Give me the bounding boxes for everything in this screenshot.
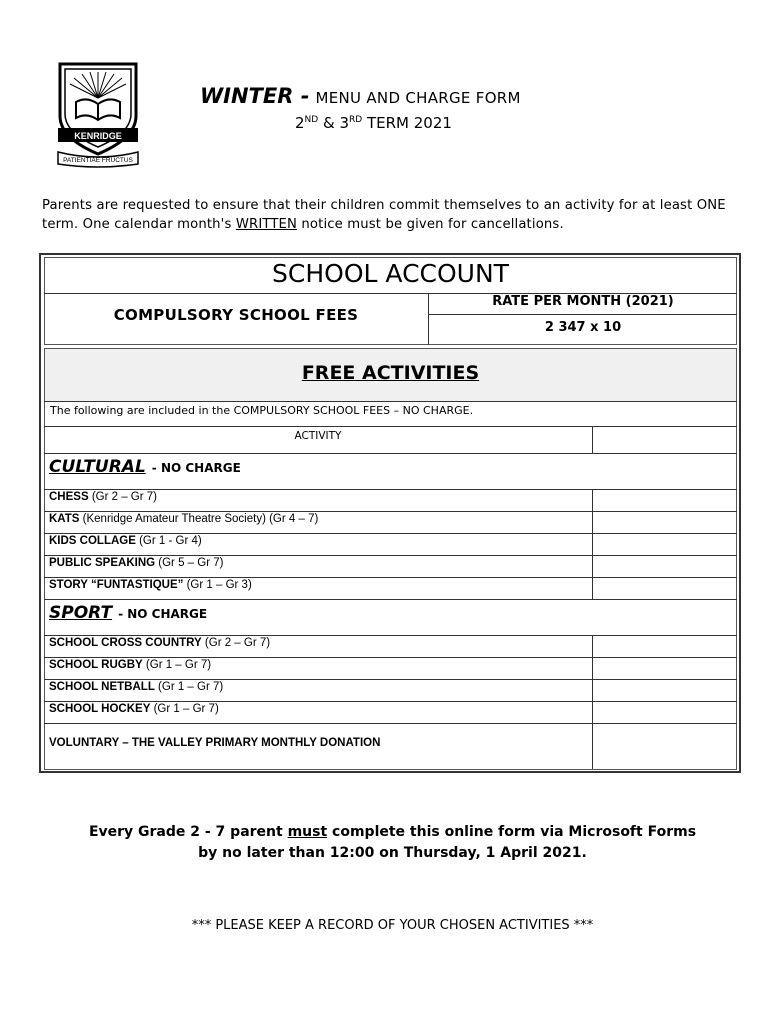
logo-motto-text: PATIENTIAE FRUCTUS [63, 157, 133, 164]
school-account-title: SCHOOL ACCOUNT [272, 259, 509, 288]
activity-row-chess: CHESS (Gr 2 – Gr 7) [49, 491, 158, 503]
voluntary-donation-row: VOLUNTARY – THE VALLEY PRIMARY MONTHLY DONATION [49, 737, 381, 749]
select-cell-public-speaking[interactable] [593, 556, 736, 577]
footer-instruction: Every Grade 2 - 7 parent must complete this online form via Microsoft Forms by no later than 12:00 on Thursday, 1 April 2021. [88, 824, 697, 861]
intro-paragraph: Parents are requested to ensure that their children commit themselves to an activity for at least ONE term. One calendar month's WRITTEN notice must be given for cancellations. [42, 198, 726, 232]
form-title [200, 84, 521, 108]
rate-header: RATE PER MONTH (2021) [492, 294, 674, 309]
rate-value: 2 347 x 10 [544, 320, 622, 335]
cultural-heading: CULTURAL - NO CHARGE [49, 457, 241, 477]
school-crest-logo [52, 58, 144, 170]
activity-column-header: ACTIVITY [294, 430, 342, 442]
activity-row-cross-country: SCHOOL CROSS COUNTRY (Gr 2 – Gr 7) [49, 637, 271, 649]
title-season: WINTER - [200, 84, 310, 108]
activity-row-rugby: SCHOOL RUGBY (Gr 1 – Gr 7) [49, 659, 212, 671]
activity-row-hockey: SCHOOL HOCKEY (Gr 1 – Gr 7) [49, 703, 219, 715]
footer-reminder: *** PLEASE KEEP A RECORD OF YOUR CHOSEN ACTIVITIES *** [191, 918, 594, 933]
select-cell-chess[interactable] [593, 490, 736, 511]
activity-row-kats: KATS (Kenridge Amateur Theatre Society) (Gr 4 – 7) [49, 513, 319, 525]
activity-row-kids-collage: KIDS COLLAGE (Gr 1 - Gr 4) [49, 535, 202, 547]
free-activities-title: FREE ACTIVITIES [301, 362, 480, 384]
activity-row-story: STORY “FUNTASTIQUE” (Gr 1 – Gr 3) [49, 579, 252, 591]
title-rest: MENU AND CHARGE FORM [315, 89, 521, 107]
form-subtitle: 2ND & 3RD TERM 2021 [295, 114, 452, 132]
activity-row-public-speaking: PUBLIC SPEAKING (Gr 5 – Gr 7) [49, 557, 224, 569]
select-cell-rugby[interactable] [593, 658, 736, 679]
compulsory-fees-label: COMPULSORY SCHOOL FEES [113, 306, 359, 324]
select-cell-hockey[interactable] [593, 702, 736, 723]
activity-row-netball: SCHOOL NETBALL (Gr 1 – Gr 7) [49, 681, 224, 693]
select-cell-voluntary[interactable] [593, 724, 736, 768]
logo-banner-text: KENRIDGE [74, 131, 122, 141]
free-activities-note: The following are included in the COMPULSORY SCHOOL FEES – NO CHARGE. [50, 404, 474, 417]
select-cell-kids-collage[interactable] [593, 534, 736, 555]
select-cell-story[interactable] [593, 578, 736, 599]
select-cell-cross-country[interactable] [593, 636, 736, 657]
select-cell-netball[interactable] [593, 680, 736, 701]
select-cell-kats[interactable] [593, 512, 736, 533]
sport-heading: SPORT - NO CHARGE [49, 603, 208, 623]
